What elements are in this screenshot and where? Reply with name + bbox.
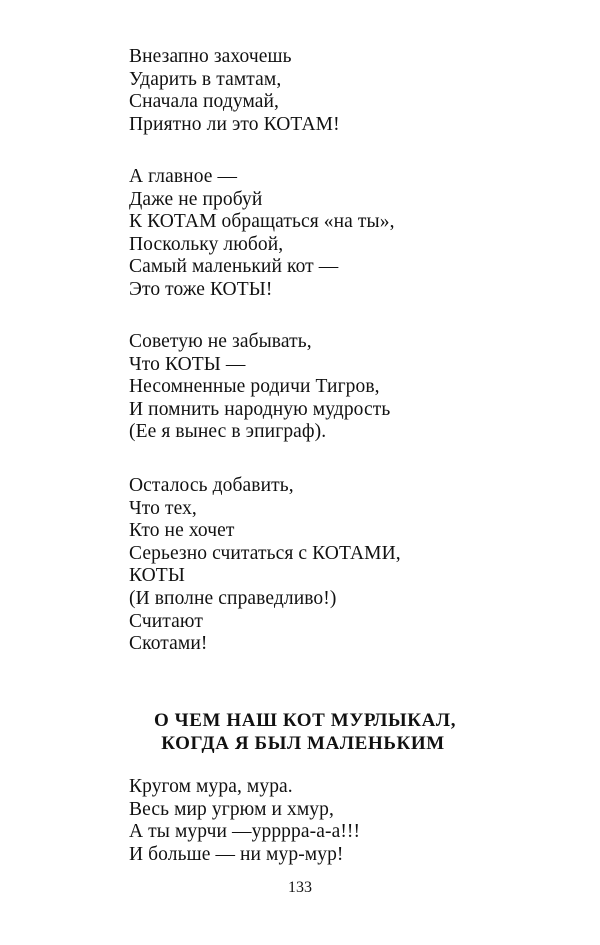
poem-line: Это тоже КОТЫ!: [129, 278, 273, 300]
poem-title-line: КОГДА Я БЫЛ МАЛЕНЬКИМ: [161, 733, 445, 754]
stanza-2: [129, 166, 395, 302]
poem-line: Что КОТЫ —: [129, 353, 246, 375]
poem-line: Весь мир угрюм и хмур,: [129, 798, 334, 820]
poem-line: (И вполне справедливо!): [129, 587, 337, 609]
poem-line: Поскольку любой,: [129, 233, 284, 255]
poem-line: Приятно ли это КОТАМ!: [129, 113, 340, 135]
poem-title: [0, 709, 600, 755]
poem-line: Даже не пробуй: [129, 188, 263, 210]
poem-line: И помнить народную мудрость: [129, 398, 391, 420]
poem-line: Сначала подумай,: [129, 91, 280, 113]
poem-line: К КОТАМ обращаться «на ты»,: [129, 211, 395, 233]
poem-line: Самый маленький кот —: [129, 256, 339, 278]
poem-title-line: О ЧЕМ НАШ КОТ МУРЛЫКАЛ,: [153, 710, 457, 731]
poem-line: Кругом мура, мура.: [129, 776, 293, 797]
poem-line: И больше — ни мур-мур!: [129, 843, 344, 865]
poem-line: Осталось добавить,: [129, 475, 294, 496]
poem-line: Несомненные родичи Тигров,: [129, 376, 380, 398]
poem-line: А ты мурчи —урррра-а-а!!!: [129, 821, 361, 843]
poem-line: Серьезно считаться с КОТАМИ,: [129, 542, 401, 564]
poem-line: А главное —: [129, 166, 238, 187]
poem-line: Советую не забывать,: [129, 331, 312, 352]
poem-line: Скотами!: [129, 633, 208, 655]
poem-line: (Ее я вынес в эпиграф).: [129, 421, 327, 443]
stanza-4: [129, 475, 401, 656]
poem-line: Внезапно захочешь: [129, 46, 292, 67]
poem-line: Кто не хочет: [129, 520, 235, 542]
stanza-3: [129, 331, 390, 444]
stanza-1: [129, 46, 340, 136]
stanza-next-poem: [129, 776, 360, 866]
poem-line: Что тех,: [129, 497, 197, 519]
poem-line: Считают: [129, 610, 203, 632]
page-number: 133: [288, 879, 312, 896]
poem-line: КОТЫ: [129, 565, 185, 587]
poem-line: Ударить в тамтам,: [129, 68, 282, 90]
